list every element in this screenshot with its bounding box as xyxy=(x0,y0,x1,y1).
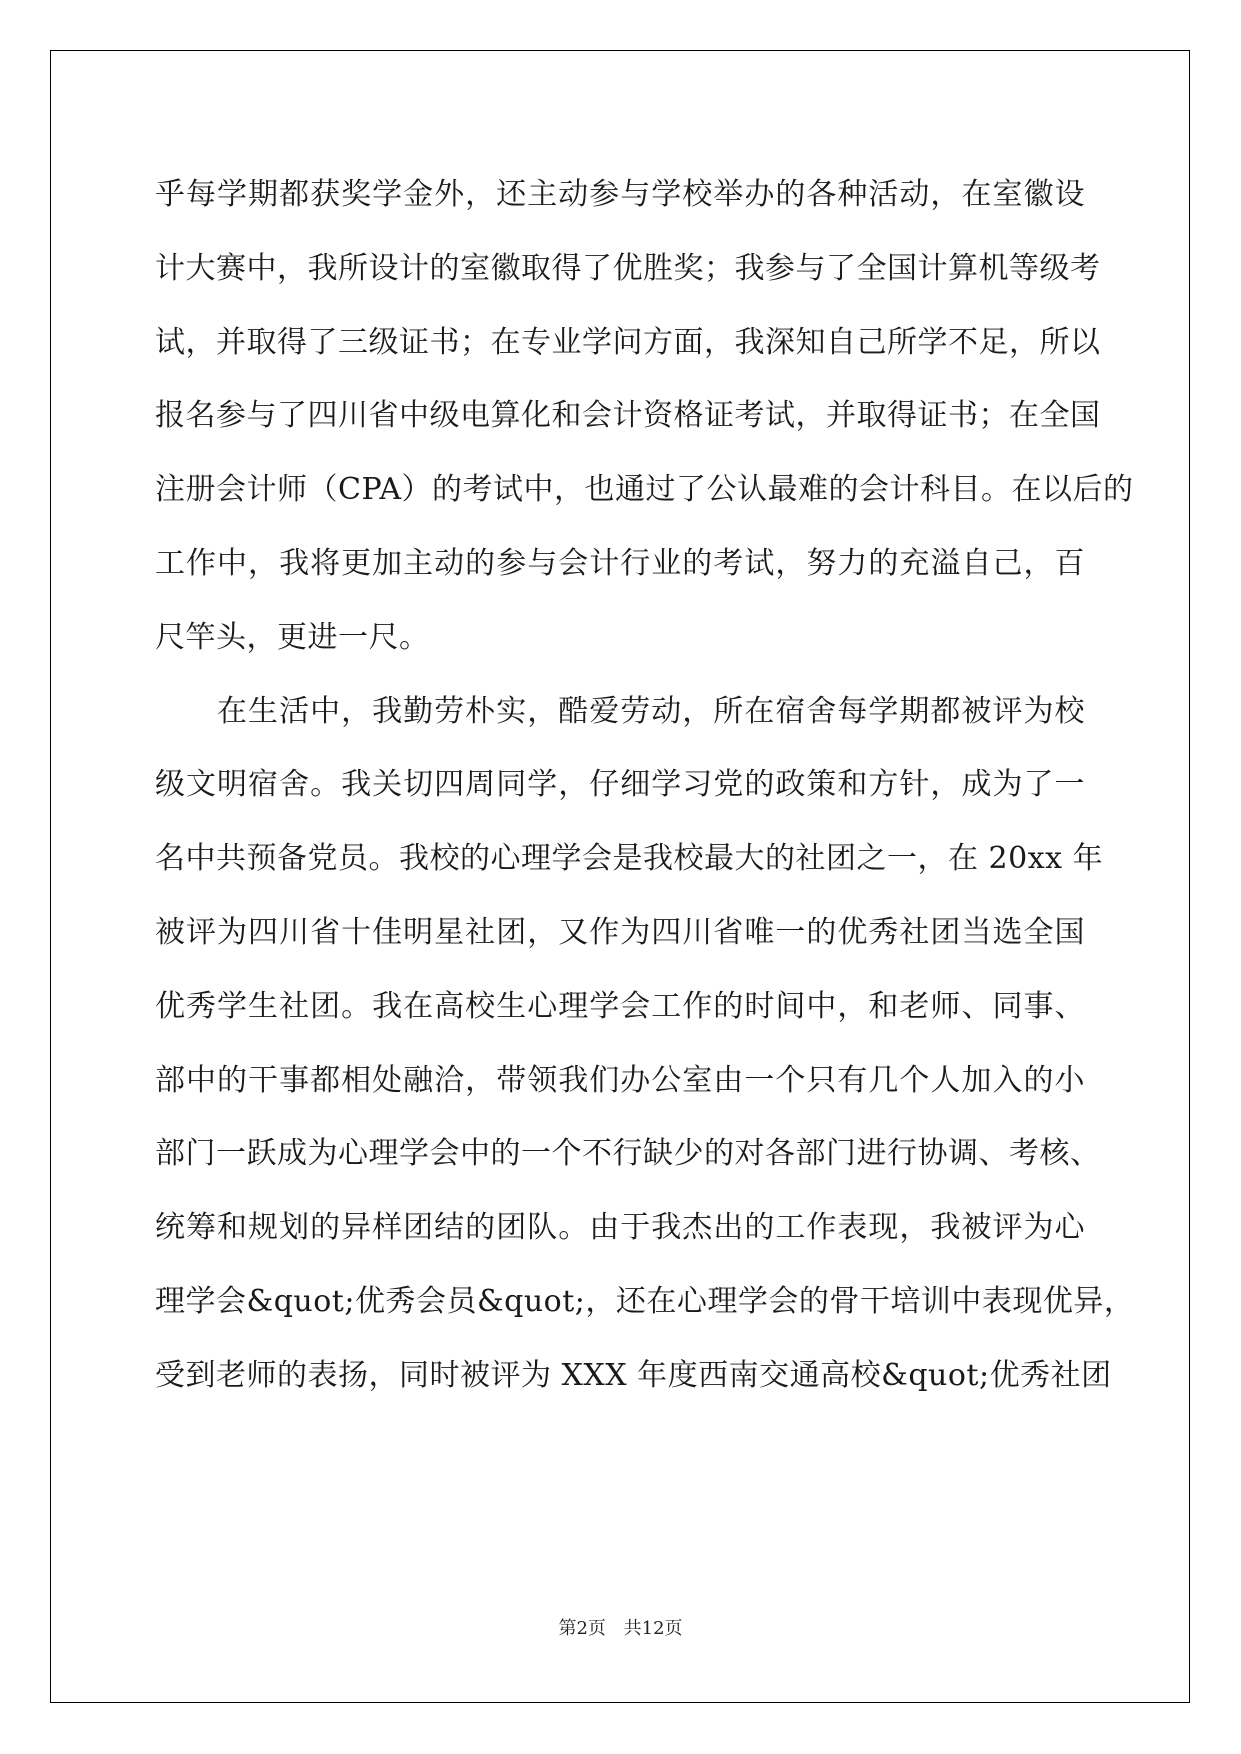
text-line: 部门一跃成为心理学会中的一个不行缺少的对各部门进行协调、考核、 xyxy=(155,1136,1101,1172)
text-line: 统筹和规划的异样团结的团队。由于我杰出的工作表现，我被评为心 xyxy=(155,1210,1085,1246)
page-total: 共12页 xyxy=(623,1618,683,1639)
text-line: 尺竿头，更进一尺。 xyxy=(155,619,430,655)
text-line: 计大赛中，我所设计的室徽取得了优胜奖；我参与了全国计算机等级考 xyxy=(155,250,1101,286)
body-text xyxy=(155,158,1135,1413)
text-line: 报名参与了四川省中级电算化和会计资格证考试，并取得证书；在全国 xyxy=(155,398,1101,434)
text-line: 部中的干事都相处融洽，带领我们办公室由一个只有几个人加入的小 xyxy=(155,1062,1085,1098)
paragraph-start-line: 在生活中，我勤劳朴实，酷爱劳动，所在宿舍每学期都被评为校 xyxy=(155,693,1085,729)
page-footer xyxy=(0,1614,1241,1640)
text-line: 级文明宿舍。我关切四周同学，仔细学习党的政策和方针，成为了一 xyxy=(155,767,1085,803)
text-line: 注册会计师（CPA）的考试中，也通过了公认最难的会计科目。在以后的 xyxy=(155,472,1134,508)
text-line: 理学会&quot;优秀会员&quot;，还在心理学会的骨干培训中表现优异， xyxy=(155,1283,1135,1319)
page-number: 第2页 xyxy=(558,1618,606,1639)
text-line: 优秀学生社团。我在高校生心理学会工作的时间中，和老师、同事、 xyxy=(155,988,1085,1024)
text-line: 被评为四川省十佳明星社团，又作为四川省唯一的优秀社团当选全国 xyxy=(155,914,1085,950)
text-line: 名中共预备党员。我校的心理学会是我校最大的社团之一，在 20xx 年 xyxy=(155,841,1104,877)
text-line: 乎每学期都获奖学金外，还主动参与学校举办的各种活动，在室徽设 xyxy=(155,177,1085,212)
text-line: 工作中，我将更加主动的参与会计行业的考试，努力的充溢自己，百 xyxy=(155,545,1085,581)
text-line: 试，并取得了三级证书；在专业学问方面，我深知自己所学不足，所以 xyxy=(155,324,1101,360)
text-line: 受到老师的表扬，同时被评为 XXX 年度西南交通高校&quot;优秀社团 xyxy=(155,1357,1112,1393)
